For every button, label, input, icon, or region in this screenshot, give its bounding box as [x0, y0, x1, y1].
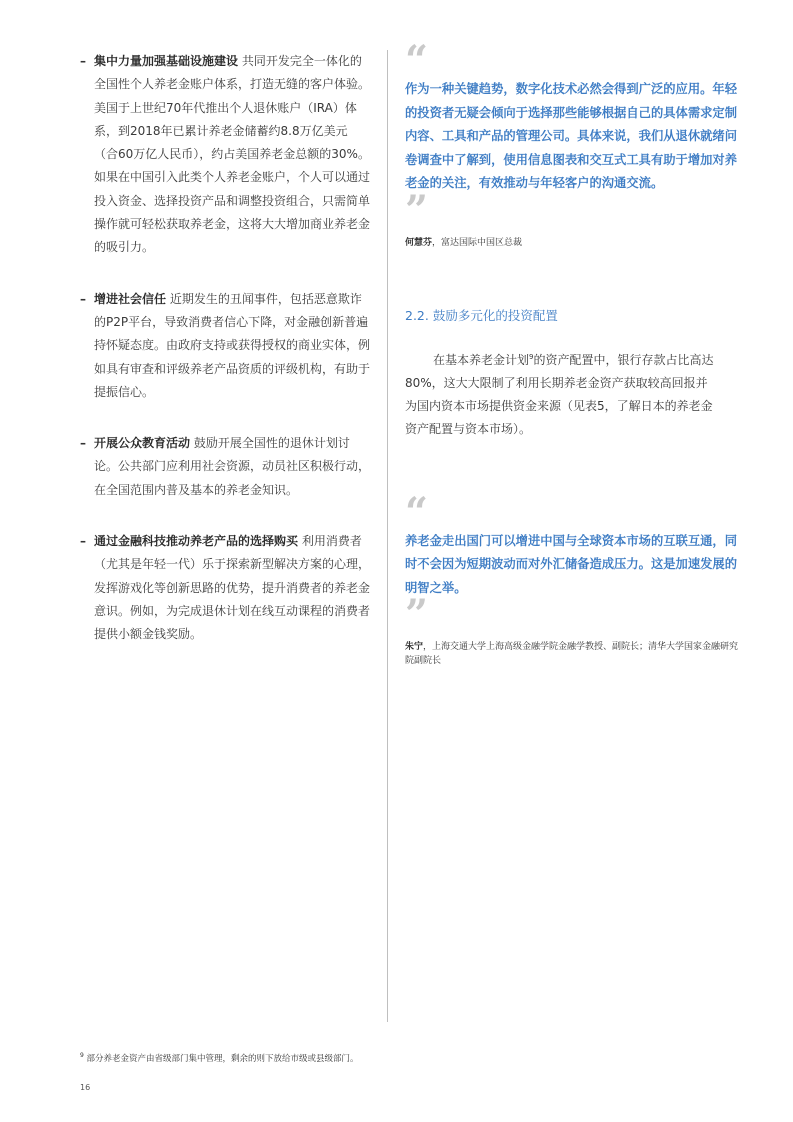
quote-author-role: ，上海交通大学上海高级金融学院金融学教授、副院长；清华大学国家金融研究院副院长 [405, 642, 739, 667]
page-number: 16 [80, 1083, 91, 1092]
close-quote-icon: ” [405, 186, 423, 234]
footnote-text: 部分养老金资产由省级部门集中管理，剩余的则下放给市级或县级部门。 [83, 1054, 359, 1064]
column-divider [387, 50, 388, 1022]
pull-quote-2 [405, 488, 745, 669]
close-quote-icon: ” [405, 591, 423, 639]
section-title: 2.2. 鼓励多元化的投资配置 [405, 307, 558, 323]
open-quote-icon: “ [405, 488, 423, 536]
quote-attribution [405, 640, 745, 668]
quote-attribution [405, 236, 745, 250]
section-paragraph [405, 346, 745, 442]
right-column [405, 37, 745, 668]
quote-text: 作为一种关键趋势，数字化技术必然会得到广泛的应用。年轻的投资者无疑会倾向于选择那些能够根据自己的具体需求定制内容、工具和产品的管理公司。具体来说，我们从退休就绪问卷调查中了解到，使用信息图表和交互式工具有助于增加对养老金的关注，有效推动与年轻客户的沟通交流。 [405, 82, 738, 190]
bullet-dash: – [80, 436, 86, 451]
bullet-lead: 通过金融科技推动养老产品的选择购买 [94, 534, 299, 549]
bullet-public-education [80, 432, 370, 502]
pull-quote-1 [405, 37, 745, 250]
bullet-text: 共同开发完全一体化的全国性个人养老金账户体系，打造无缝的客户体验。美国于上世纪70年代推出个人退休账户（IRA）体系，到2018年已累计养老金储蓄约8.8万亿美元（合60万亿人民币），约占美国养老金总额的30%。如果在中国引入此类个人养老金账户，个人可以通过投入资金、选择投资产品和调整投资组合，只需简单操作就可轻松获取养老金，这将大大增加商业养老金的吸引力。 [94, 54, 371, 255]
bullet-text: 鼓励开展全国性的退休计划讨论。公共部门应利用社会资源，动员社区积极行动，在全国范围内普及基本的养老金知识。 [94, 436, 371, 497]
quote-author-role: ，富达国际中国区总裁 [432, 237, 523, 248]
quote-author: 何慧芬 [405, 237, 433, 248]
bullet-fintech [80, 530, 370, 646]
para-text-a: 在基本养老金计划 [433, 352, 530, 367]
footnote-ref: 9 [529, 352, 534, 361]
bullet-dash: – [80, 534, 86, 549]
quote-text: 养老金走出国门可以增进中国与全球资本市场的互联互通，同时不会因为短期波动而对外汇储备造成压力。这是加速发展的明智之举。 [405, 533, 738, 595]
bullet-text: 利用消费者（尤其是年轻一代）乐于探索新型解决方案的心理，发挥游戏化等创新思路的优势，提升消费者的养老金意识。例如，为完成退休计划在线互动课程的消费者提供小额金钱奖励。 [94, 534, 371, 642]
bullet-infrastructure [80, 50, 370, 260]
quote-author: 朱宁 [405, 642, 424, 653]
open-quote-icon: “ [405, 37, 423, 84]
bullet-lead: 增进社会信任 [94, 291, 167, 306]
footnote-number: 9 [80, 1052, 84, 1060]
footnote [80, 1052, 359, 1064]
bullet-lead: 开展公众教育活动 [94, 436, 191, 451]
bullet-dash: – [80, 54, 86, 68]
bullet-dash: – [80, 291, 86, 306]
bullet-text: 近期发生的丑闻事件，包括恶意欺诈的P2P平台，导致消费者信心下降，对金融创新普遍持怀疑态度。由政府支持或获得授权的商业实体，例如具有审查和评级养老产品资质的评级机构，有助于提振信心。 [94, 291, 371, 399]
bullet-lead: 集中力量加强基础设施建设 [94, 54, 239, 68]
bullet-social-trust [80, 288, 370, 404]
para-text-b: 的资产配置中，银行存款占比高达80%，这大大限制了利用长期养老金资产获取较高回报并为国内资本市场提供资金来源（见表5，了解日本的养老金资产配置与资本市场）。 [405, 352, 714, 437]
left-column [80, 50, 370, 675]
